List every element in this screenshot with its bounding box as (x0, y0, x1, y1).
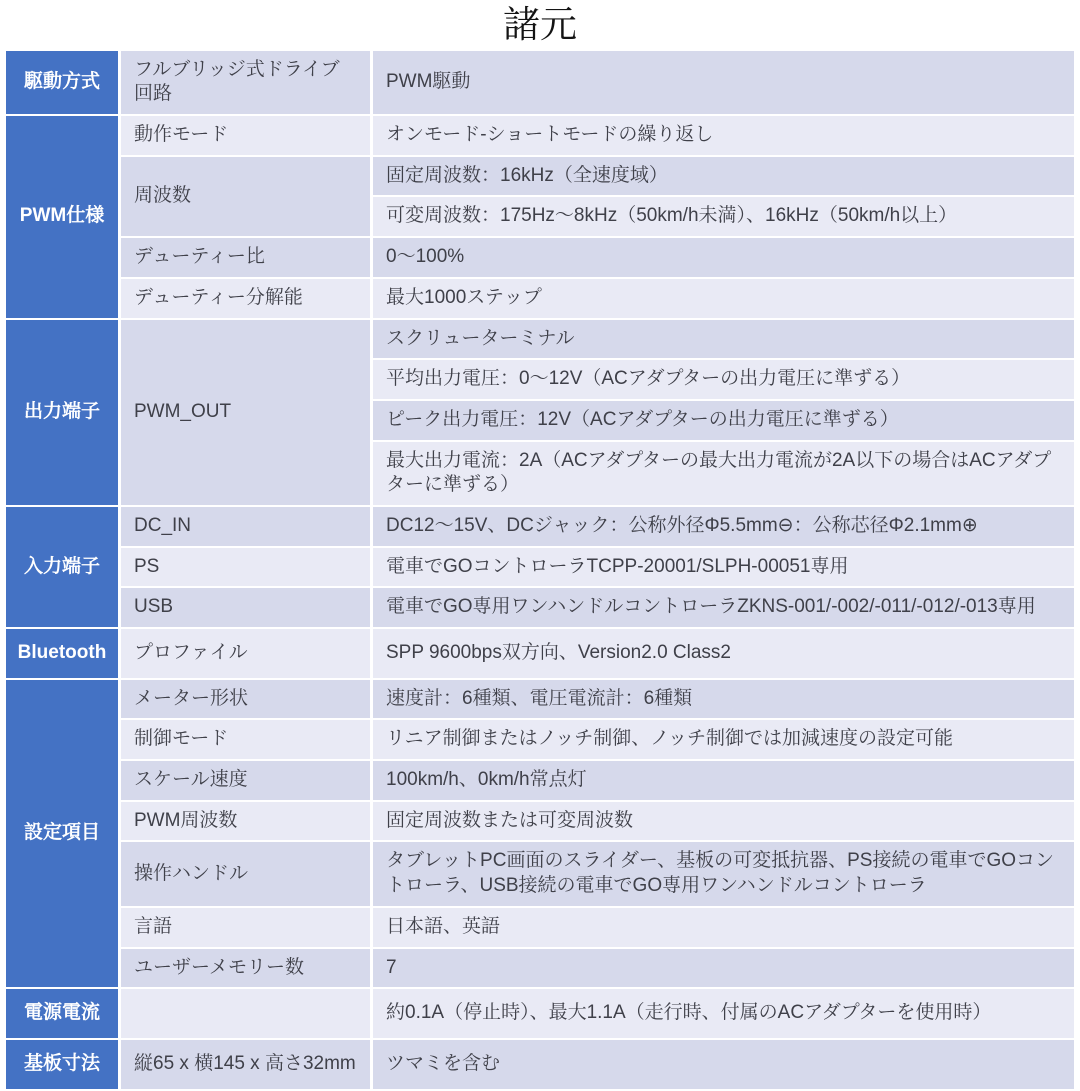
subitem-cell: USB (120, 587, 372, 628)
table-row (5, 50, 1076, 115)
value-cell: オンモード-ショートモードの繰り返し (372, 115, 1076, 156)
value-cell: 可変周波数：175Hz～8kHz（50km/h未満）、16kHz（50km/h以上） (372, 196, 1076, 237)
table-row (5, 156, 1076, 197)
value-cell: タブレットPC画面のスライダー、基板の可変抵抗器、PS接続の電車でGOコントローラ、USB接続の電車でGO専用ワンハンドルコントローラ (372, 841, 1076, 906)
value-cell: スクリューターミナル (372, 319, 1076, 360)
subitem-cell: スケール速度 (120, 760, 372, 801)
value-cell: リニア制御またはノッチ制御、ノッチ制御では加減速度の設定可能 (372, 719, 1076, 760)
table-row (5, 679, 1076, 720)
subitem-cell: メーター形状 (120, 679, 372, 720)
category-cell: 入力端子 (5, 506, 120, 628)
table-row (5, 907, 1076, 948)
category-cell: 電源電流 (5, 988, 120, 1039)
value-cell: 固定周波数または可変周波数 (372, 801, 1076, 842)
table-row (5, 948, 1076, 989)
table-row (5, 628, 1076, 679)
table-row (5, 760, 1076, 801)
subitem-cell: デューティー分解能 (120, 278, 372, 319)
category-cell: 基板寸法 (5, 1039, 120, 1090)
value-cell: 日本語、英語 (372, 907, 1076, 948)
subitem-cell (120, 988, 372, 1039)
value-cell: ツマミを含む (372, 1039, 1076, 1090)
value-cell: SPP 9600bps双方向、Version2.0 Class2 (372, 628, 1076, 679)
category-cell: 駆動方式 (5, 50, 120, 115)
category-cell: 出力端子 (5, 319, 120, 506)
category-cell: 設定項目 (5, 679, 120, 989)
subitem-cell: PWM周波数 (120, 801, 372, 842)
table-row (5, 801, 1076, 842)
subitem-cell: ユーザーメモリー数 (120, 948, 372, 989)
table-row (5, 1039, 1076, 1090)
subitem-cell: フルブリッジ式ドライブ回路 (120, 50, 372, 115)
value-cell: DC12～15V、DCジャック：公称外径Φ5.5mm⊖：公称芯径Φ2.1mm⊕ (372, 506, 1076, 547)
table-row (5, 841, 1076, 906)
value-cell: 固定周波数：16kHz（全速度域） (372, 156, 1076, 197)
category-cell: Bluetooth (5, 628, 120, 679)
subitem-cell: 縦65 x 横145 x 高さ32mm (120, 1039, 372, 1090)
table-row (5, 506, 1076, 547)
value-cell: ピーク出力電圧：12V（ACアダプターの出力電圧に準ずる） (372, 400, 1076, 441)
subitem-cell: PWM_OUT (120, 319, 372, 506)
page-title: 諸元 (503, 4, 577, 45)
subitem-cell: 操作ハンドル (120, 841, 372, 906)
value-cell: 0～100% (372, 237, 1076, 278)
table-row (5, 988, 1076, 1039)
value-cell: 電車でGOコントローラTCPP-20001/SLPH-00051専用 (372, 547, 1076, 588)
subitem-cell: デューティー比 (120, 237, 372, 278)
value-cell: 7 (372, 948, 1076, 989)
subitem-cell: 周波数 (120, 156, 372, 237)
category-cell: PWM仕様 (5, 115, 120, 318)
table-row (5, 719, 1076, 760)
table-row (5, 319, 1076, 360)
value-cell: 約0.1A（停止時）、最大1.1A（走行時、付属のACアダプターを使用時） (372, 988, 1076, 1039)
subitem-cell: PS (120, 547, 372, 588)
table-row (5, 237, 1076, 278)
table-row (5, 115, 1076, 156)
value-cell: PWM駆動 (372, 50, 1076, 115)
spec-table (3, 49, 1077, 1091)
table-row (5, 278, 1076, 319)
value-cell: 速度計：6種類、電圧電流計：6種類 (372, 679, 1076, 720)
subitem-cell: 動作モード (120, 115, 372, 156)
table-row (5, 547, 1076, 588)
value-cell: 100km/h、0km/h常点灯 (372, 760, 1076, 801)
value-cell: 最大1000ステップ (372, 278, 1076, 319)
value-cell: 平均出力電圧：0～12V（ACアダプターの出力電圧に準ずる） (372, 359, 1076, 400)
table-row (5, 587, 1076, 628)
subitem-cell: DC_IN (120, 506, 372, 547)
subitem-cell: 制御モード (120, 719, 372, 760)
subitem-cell: プロファイル (120, 628, 372, 679)
subitem-cell: 言語 (120, 907, 372, 948)
value-cell: 電車でGO専用ワンハンドルコントローラZKNS-001/-002/-011/-012/-013専用 (372, 587, 1076, 628)
value-cell: 最大出力電流：2A（ACアダプターの最大出力電流が2A以下の場合はACアダプターに準ずる） (372, 441, 1076, 506)
